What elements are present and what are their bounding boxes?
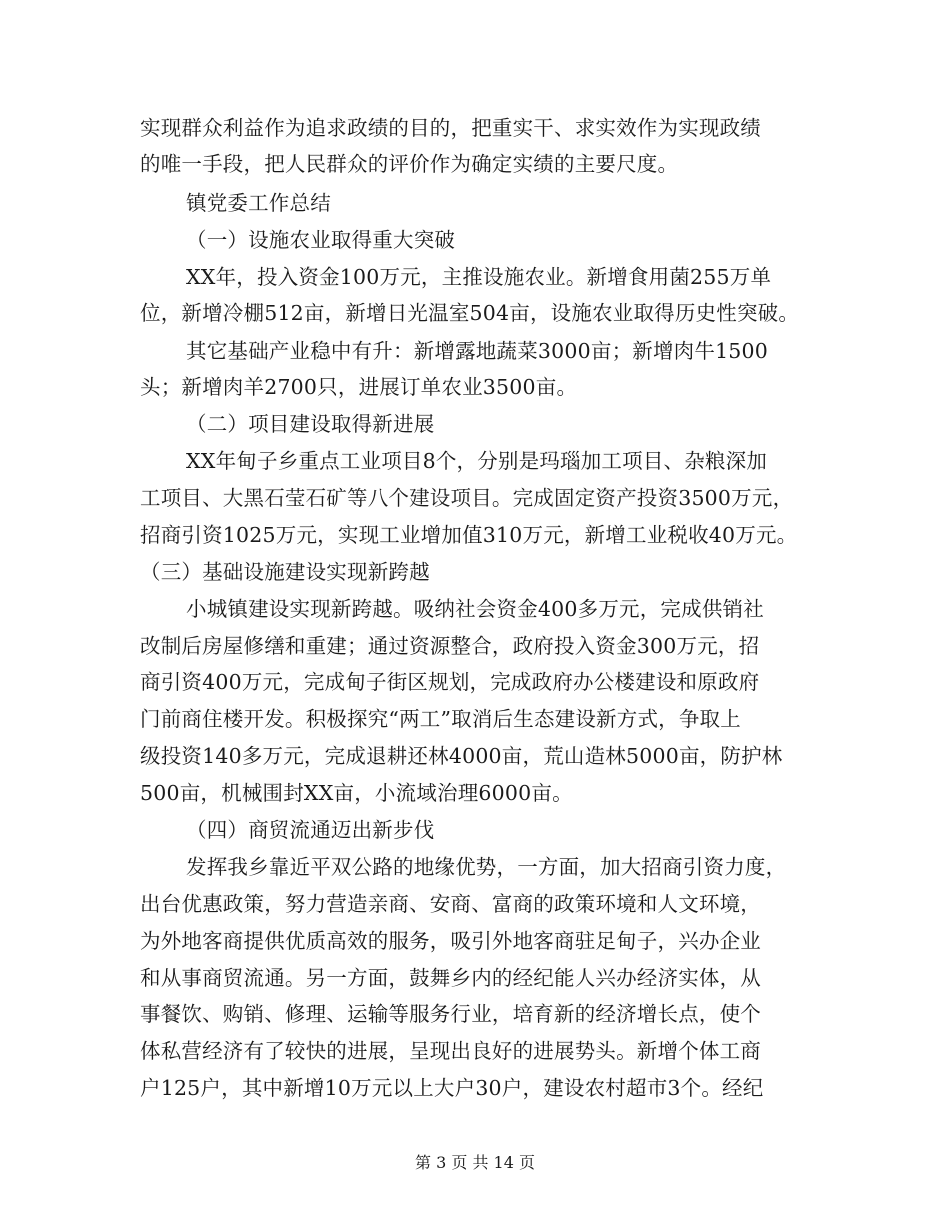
text-line-19: 500亩，机械围封XX亩，小流域治理6000亩。 xyxy=(140,781,573,805)
subheading-2: （二）项目建设取得新进展 xyxy=(186,412,435,436)
section-title: 镇党委工作总结 xyxy=(186,191,331,215)
text-line-8: 头；新增肉羊2700只，进展订单农业3500亩。 xyxy=(140,375,578,399)
text-line-2: 的唯一手段，把人民群众的评价作为确定实绩的主要尺度。 xyxy=(140,152,679,176)
text-line-24: 和从事商贸流通。另一方面，鼓舞乡内的经纪能人兴办经济实体，从 xyxy=(140,966,761,990)
text-line-6: 位，新增冷棚512亩，新增日光温室504亩，设施农业取得历史性突破。 xyxy=(140,301,800,325)
text-line-22: 出台优惠政策，努力营造亲商、安商、富商的政策环境和人文环境， xyxy=(140,892,761,916)
text-line-12: 招商引资1025万元，实现工业增加值310万元，新增工业税收40万元。 xyxy=(140,523,798,547)
text-line-1: 实现群众利益作为追求政绩的目的，把重实干、求实效作为实现政绩 xyxy=(140,116,761,140)
text-line-14: 小城镇建设实现新跨越。吸纳社会资金400多万元，完成供销社 xyxy=(186,597,764,621)
subheading-3: （三）基础设施建设实现新跨越 xyxy=(140,560,430,584)
text-line-25: 事餐饮、购销、修理、运输等服务行业，培育新的经济增长点，使个 xyxy=(140,1002,761,1026)
text-line-23: 为外地客商提供优质高效的服务，吸引外地客商驻足甸子，兴办企业 xyxy=(140,929,761,953)
text-line-17: 门前商住楼开发。积极探究“两工”取消后生态建设新方式，争取上 xyxy=(140,707,741,731)
text-line-21: 发挥我乡靠近平双公路的地缘优势，一方面，加大招商引资力度， xyxy=(186,855,787,879)
text-line-26: 体私营经济有了较快的进展，呈现出良好的进展势头。新增个体工商 xyxy=(140,1039,761,1063)
text-line-15: 改制后房屋修缮和重建；通过资源整合，政府投入资金300万元，招 xyxy=(140,634,760,658)
subheading-1: （一）设施农业取得重大突破 xyxy=(186,228,456,252)
text-line-27: 户125户，其中新增10万元以上大户30户，建设农村超市3个。经纪 xyxy=(140,1076,764,1100)
text-line-16: 商引资400万元，完成甸子街区规划，完成政府办公楼建设和原政府 xyxy=(140,670,760,694)
text-line-7: 其它基础产业稳中有升：新增露地蔬菜3000亩；新增肉牛1500 xyxy=(186,339,769,363)
subheading-4: （四）商贸流通迈出新步伐 xyxy=(186,818,435,842)
text-line-11: 工项目、大黑石莹石矿等八个建设项目。完成固定资产投资3500万元， xyxy=(140,486,794,510)
text-line-18: 级投资140多万元，完成退耕还林4000亩，荒山造林5000亩，防护林 xyxy=(140,744,783,768)
text-line-10: XX年甸子乡重点工业项目8个，分别是玛瑙加工项目、杂粮深加 xyxy=(186,449,768,473)
text-line-5: XX年，投入资金100万元，主推设施农业。新增食用菌255万单 xyxy=(186,265,772,289)
page-number-footer: 第 3 页 共 14 页 xyxy=(415,1153,535,1172)
